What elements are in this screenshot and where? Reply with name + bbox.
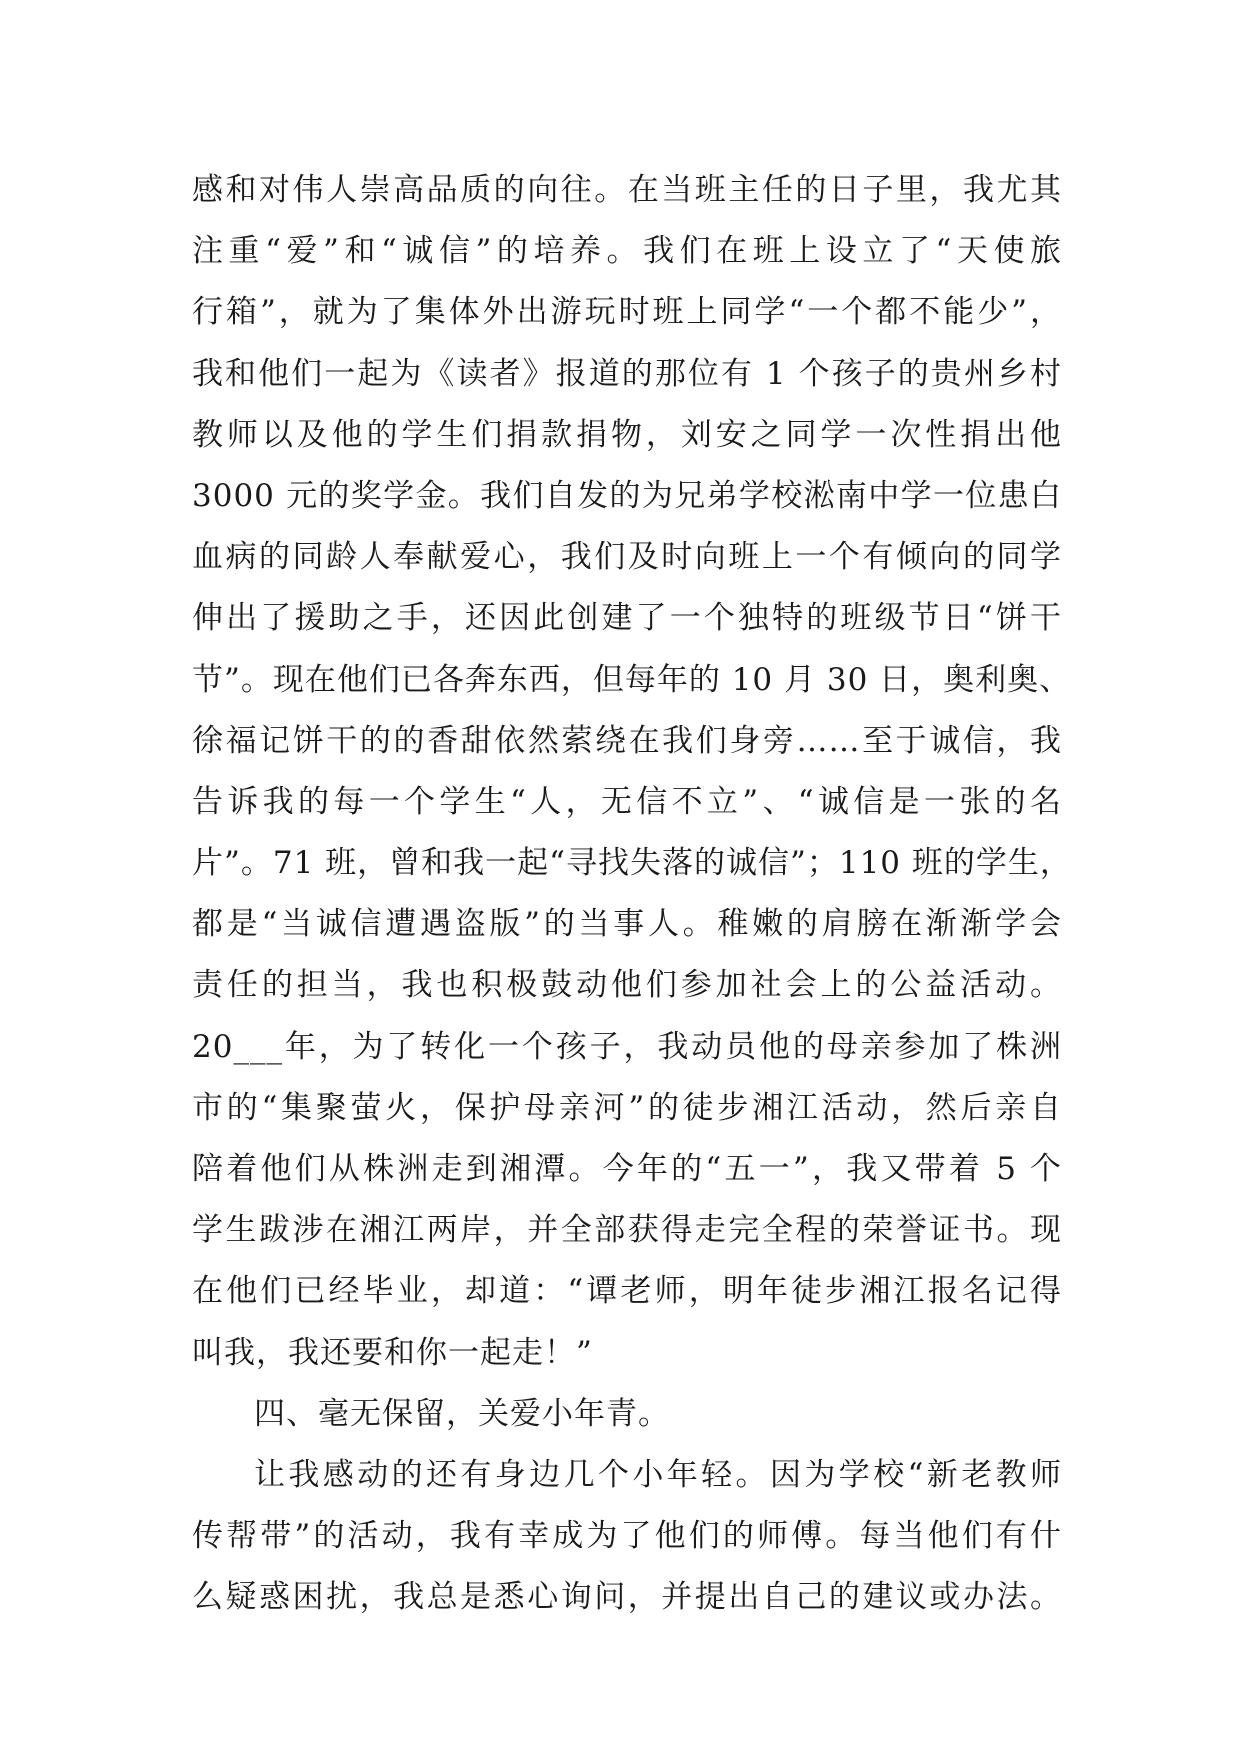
text-line: 注重“爱”和“诚信”的培养。我们在班上设立了“天使旅	[192, 233, 1062, 270]
text-line: 血病的同龄人奉献爱心，我们及时向班上一个有倾向的同学	[192, 539, 1062, 576]
section-heading: 四、毫无保留，关爱小年青。	[254, 1395, 670, 1432]
text-line: 3000 元的奖学金。我们自发的为兄弟学校淞南中学一位患白	[192, 477, 1062, 514]
text-line: 我和他们一起为《读者》报道的那位有 1 个孩子的贵州乡村	[192, 355, 1062, 392]
text-line: 都是“当诚信遭遇盗版”的当事人。稚嫩的肩膀在渐渐学会	[192, 906, 1062, 943]
text-line: 学生跋涉在湘江两岸，并全部获得走完全程的荣誉证书。现	[192, 1212, 1062, 1249]
text-line: 让我感动的还有身边几个小年轻。因为学校“新老教师	[254, 1456, 1062, 1493]
text-line: 片”。71 班，曾和我一起“寻找失落的诚信”；110 班的学生，	[192, 845, 1072, 882]
text-line: 伸出了援助之手，还因此创建了一个独特的班级节日“饼干	[192, 600, 1062, 637]
text-line: 感和对伟人崇高品质的向往。在当班主任的日子里，我尤其	[192, 172, 1062, 208]
text-line: 么疑惑困扰，我总是悉心询问，并提出自己的建议或办法。	[192, 1579, 1062, 1616]
text-line: 责任的担当，我也积极鼓动他们参加社会上的公益活动。	[192, 967, 1062, 1004]
body-text	[192, 160, 1072, 1629]
text-line: 徐福记饼干的的香甜依然萦绕在我们身旁……至于诚信，我	[192, 722, 1062, 759]
text-line: 传帮带”的活动，我有幸成为了他们的师傅。每当他们有什	[192, 1518, 1062, 1555]
text-line: 教师以及他的学生们捐款捐物，刘安之同学一次性捐出他	[192, 416, 1062, 453]
text-line: 叫我，我还要和你一起走！”	[192, 1334, 593, 1371]
text-line: 行箱”，就为了集体外出游玩时班上同学“一个都不能少”，	[192, 294, 1062, 331]
text-line: 告诉我的每一个学生“人，无信不立”、“诚信是一张的名	[192, 783, 1062, 820]
text-line: 在他们已经毕业，却道：“谭老师，明年徒步湘江报名记得	[192, 1273, 1062, 1310]
text-line: 陪着他们从株洲走到湘潭。今年的“五一”，我又带着 5 个	[192, 1151, 1062, 1187]
text-line: 市的“集聚萤火，保护母亲河”的徒步湘江活动，然后亲自	[192, 1089, 1062, 1126]
text-line: 20___年，为了转化一个孩子，我动员他的母亲参加了株洲	[192, 1028, 1062, 1065]
text-line: 节”。现在他们已各奔东西，但每年的 10 月 30 日，奥利奥、	[192, 661, 1072, 698]
